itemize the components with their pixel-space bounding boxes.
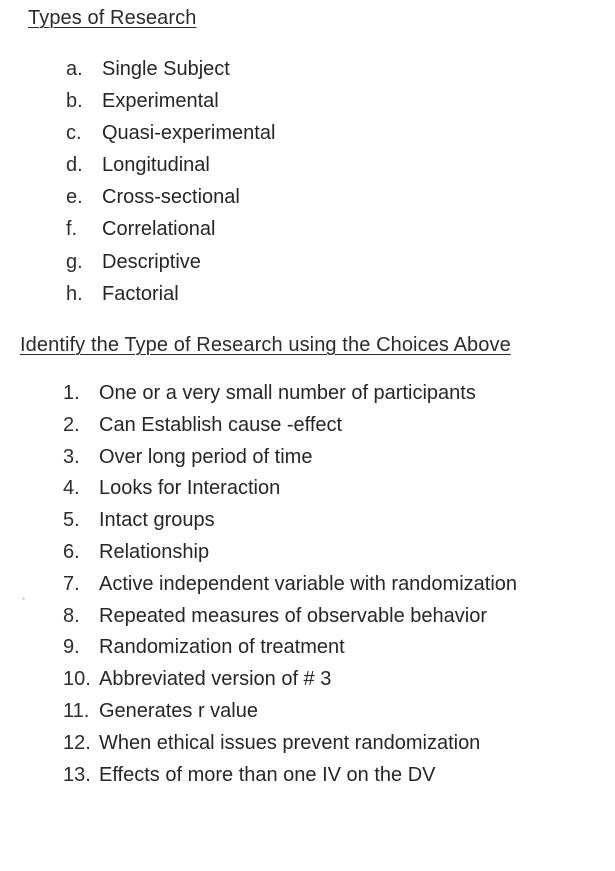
list-item-text: Abbreviated version of # 3 [99,668,332,691]
list-marker: 4. [63,477,80,500]
list-item-text: Single Subject [102,58,230,80]
list-marker: 13. [63,763,91,786]
list-item-text: Relationship [99,540,210,563]
list-marker: 12. [63,731,91,754]
list-marker: 8. [63,604,80,627]
list-item [63,412,517,444]
list-item [66,56,275,88]
identify-type-heading: Identify the Type of Research using the Choices Above [20,334,511,356]
list-item-text: Over long period of time [99,445,313,468]
list-marker: h. [66,282,83,305]
list-item [63,666,517,698]
list-marker: g. [66,250,83,273]
list-marker: c. [66,122,82,145]
list-item [63,444,517,476]
list-item [63,507,517,539]
list-marker: 1. [63,382,80,404]
list-marker: 10. [63,668,91,691]
list-item-text: Correlational [102,218,216,241]
list-item [63,762,517,794]
list-item-text: Randomization of treatment [99,636,345,659]
list-item-text: Factorial [102,282,179,305]
list-item-text: One or a very small number of participants [99,382,476,404]
list-item [63,571,517,603]
questions-list [63,380,517,793]
list-item [63,603,517,635]
list-marker: f. [66,218,78,241]
list-item [66,281,275,313]
list-item [66,216,275,248]
types-of-research-heading: Types of Research [28,7,197,29]
list-item-text: Quasi-experimental [102,122,276,145]
list-item-text: Active independent variable with randomization [99,572,518,595]
list-item-text: Effects of more than one IV on the DV [99,763,436,786]
list-item [63,539,517,571]
list-item [63,380,517,412]
list-item [63,475,517,507]
list-marker: e. [66,186,83,209]
list-item [66,152,275,184]
list-marker: 11. [63,699,90,722]
list-item-text: When ethical issues prevent randomization [99,731,481,754]
scan-speck [22,597,25,600]
list-item-text: Can Establish cause -effect [99,413,343,436]
list-marker: 9. [63,636,80,659]
list-item [66,88,275,120]
list-marker: 5. [63,509,80,532]
list-item-text: Repeated measures of observable behavior [99,604,488,627]
list-item [66,184,275,216]
list-item-text: Experimental [102,90,219,113]
list-marker: 7. [63,572,80,595]
list-item-text: Cross-sectional [102,186,240,209]
list-item [66,120,275,152]
list-item-text: Longitudinal [102,154,210,177]
list-marker: b. [66,90,83,113]
list-marker: d. [66,154,83,177]
list-marker: 3. [63,445,80,468]
research-types-list [66,56,275,313]
list-item [63,730,517,762]
list-item-text: Looks for Interaction [99,477,281,500]
list-item-text: Generates r value [99,699,258,722]
list-marker: a. [66,58,83,80]
list-item-text: Descriptive [102,250,201,273]
list-item [66,249,275,281]
list-item [63,634,517,666]
list-item-text: Intact groups [99,509,215,532]
list-marker: 2. [63,413,80,436]
list-item [63,698,517,730]
list-marker: 6. [63,540,80,563]
